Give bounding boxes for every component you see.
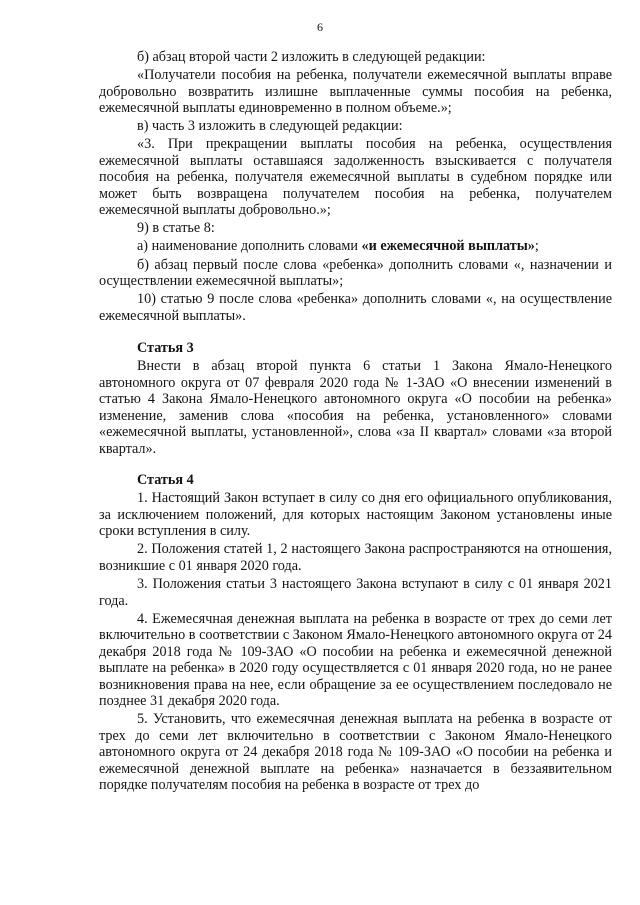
page-number: 6 <box>317 20 323 34</box>
article-4-paragraph-4: 4. Ежемесячная денежная выплата на ребенка в возрасте от трех до семи лет включительно в соответствии с Законом Ямало-Ненецкого автономного округа от 24 декабря 2018 года № 109-ЗАО «О пособии на ребенка и ежемесячной денежной выплате на ребенка» в 2020 году осуществляется с 01 января 2020 года, но не ранее возникновения права на нее, если обращение за ее осуществлением последовало не позднее 31 декабря 2020 года. <box>99 610 612 710</box>
item-9-a-suffix: ; <box>534 238 539 255</box>
article-3-paragraph: Внести в абзац второй пункта 6 статьи 1 Закона Ямало-Ненецкого автономного округа от 07 февраля 2020 года № 1-ЗАО «О внесении изменений в статью 4 Закона Ямало-Ненецкого автономного округа «О пособии на ребенка» изменение, заменив слова «пособия на ребенка, установленного» словами «ежемесячной выплаты, установленной», слова «за II квартал» словами «за второй квартал». <box>99 358 612 457</box>
article-4-paragraph-5: 5. Установить, что ежемесячная денежная выплата на ребенка в возрасте от трех до семи лет включительно в соответствии с Законом Ямало-Ненецкого автономного округа от 24 декабря 2018 года № 109-ЗАО «О пособии на ребенка и ежемесячной денежной выплате на ребенка» назначается в беззаявительном порядке получателям пособия на ребенка в возрасте от трех до <box>99 711 612 794</box>
item-9-a-bold-phrase: «и ежемесячной выплаты» <box>361 238 535 255</box>
item-10: 10) статью 9 после слова «ребенка» дополнить словами «, на осуществление ежемесячной выплаты». <box>99 291 612 324</box>
amendment-b-intro: б) абзац второй части 2 изложить в следующей редакции: <box>137 49 486 65</box>
amendment-v-text: «3. При прекращении выплаты пособия на ребенка, осуществления ежемесячной выплаты оставшаяся задолженность взыскивается с получателя пособия на ребенка, получателя ежемесячной выплаты в судебном порядке или может быть возвращена получателем пособия на ребенка, получателем ежемесячной выплаты добровольно.»; <box>99 136 612 219</box>
item-9-a-prefix: а) наименование дополнить словами <box>137 238 362 255</box>
article-4-paragraph-2: 2. Положения статей 1, 2 настоящего Закона распространяются на отношения, возникшие с 01 января 2020 года. <box>99 541 612 574</box>
article-4-heading: Статья 4 <box>137 472 194 489</box>
item-9-b: б) абзац первый после слова «ребенка» дополнить словами «, назначении и осуществлении ежемесячной выплаты»; <box>99 256 612 290</box>
article-4-paragraph-3: 3. Положения статьи 3 настоящего Закона вступают в силу с 01 января 2021 года. <box>99 576 612 609</box>
amendment-v-intro: в) часть 3 изложить в следующей редакции: <box>137 118 403 135</box>
item-9-intro: 9) в статье 8: <box>137 220 215 237</box>
item-9-a <box>99 238 612 255</box>
article-4-paragraph-1: 1. Настоящий Закон вступает в силу со дня его официального опубликования, за исключением положений, для которых настоящим Законом установлены иные сроки вступления в силу. <box>99 490 612 540</box>
amendment-b-text: «Получатели пособия на ребенка, получатели ежемесячной выплаты вправе добровольно возвратить излишне выплаченные суммы пособия на ребенка, ежемесячной выплаты единовременно в полном объеме.»; <box>99 67 612 117</box>
document-body <box>99 49 612 794</box>
article-3-heading: Статья 3 <box>137 340 194 357</box>
